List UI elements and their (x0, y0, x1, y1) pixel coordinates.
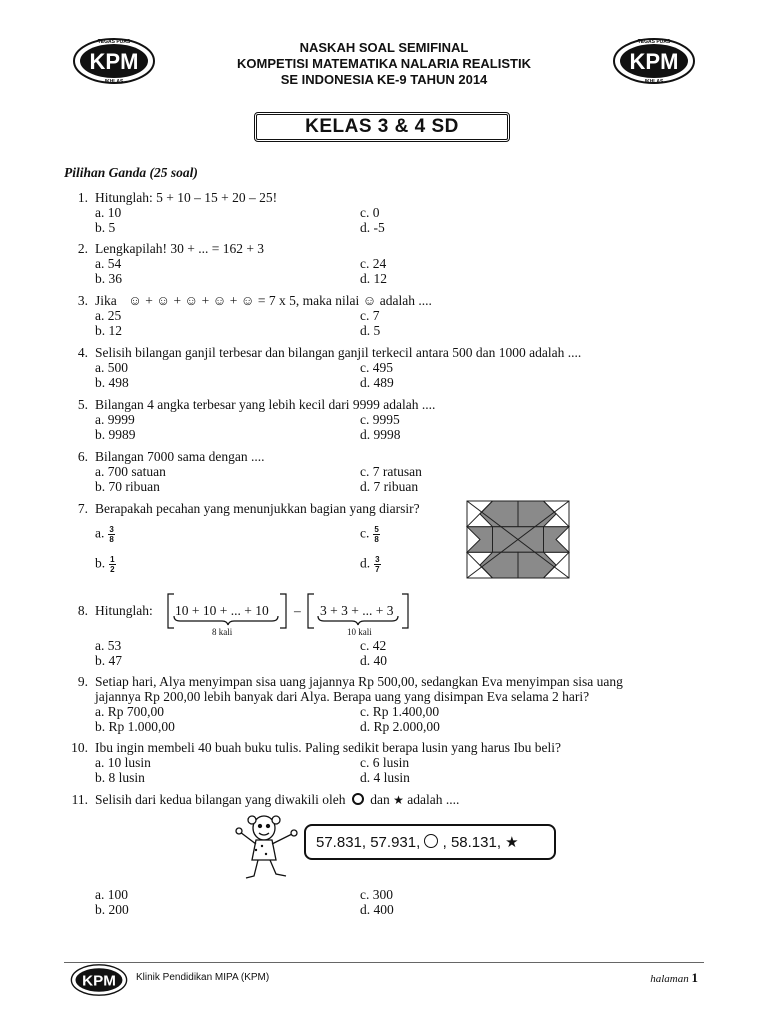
question-number: 3. (77, 293, 88, 308)
option-b: b. 12 (95, 323, 122, 338)
option-b: b. Rp 1.000,00 (95, 719, 175, 734)
footer-divider (64, 962, 704, 963)
question-text: Hitunglah: 5 + 10 – 15 + 20 – 25! (95, 190, 278, 205)
page-number: 1 (691, 970, 698, 985)
question-number: 8. (77, 603, 88, 618)
question-text-mid: dan (370, 792, 390, 807)
footer-institution: Klinik Pendidikan MIPA (KPM) (136, 972, 270, 983)
question-text (95, 293, 432, 309)
option-c: c. 42 (360, 638, 387, 653)
sequence-part-2: , 58.131, (442, 834, 501, 851)
kpm-logo-right (612, 36, 696, 86)
option-b: b. 47 (95, 653, 122, 668)
svg-text:TEGAS PUAS: TEGAS PUAS (97, 39, 131, 45)
option-b: b. 5 (95, 220, 116, 235)
bracket-figure (164, 592, 414, 632)
svg-text:IKHLAS: IKHLAS (104, 79, 124, 85)
option-d: d. $\frac{3}{7}$ (360, 555, 380, 574)
header-line-2: KOMPETISI MATEMATIKA NALARIA REALISTIK (237, 56, 531, 71)
option-c: c. 300 (360, 887, 393, 902)
cartoon-child-illustration (232, 810, 304, 882)
option-c: c. 24 (360, 256, 387, 271)
expression-2: 3 + 3 + ... + 3 (320, 603, 394, 618)
option-b: b. 8 lusin (95, 770, 145, 785)
question-text: Bilangan 4 angka terbesar yang lebih kecil dari 9999 adalah .... (95, 397, 436, 412)
svg-text:KPM: KPM (89, 49, 139, 74)
option-a: a. 54 (95, 256, 122, 271)
question-number: 10. (71, 740, 88, 755)
option-a: a. 10 (95, 205, 122, 220)
option-d: d. 9998 (360, 427, 401, 442)
option-d: d. 489 (360, 375, 394, 390)
option-c: c. Rp 1.400,00 (360, 704, 440, 719)
option-c: c. 6 lusin (360, 755, 410, 770)
question-number: 7. (77, 501, 88, 516)
option-b: b. 200 (95, 902, 129, 917)
option-a: a. 9999 (95, 412, 135, 427)
question-text: Lengkapilah! 30 + ... = 162 + 3 (95, 241, 265, 256)
option-a: a. 53 (95, 638, 122, 653)
minus-sign: – (294, 603, 301, 618)
option-a: a. 700 satuan (95, 464, 166, 479)
svg-text:KPM: KPM (629, 49, 679, 74)
option-c: c. 9995 (360, 412, 400, 427)
option-b: b. 9989 (95, 427, 136, 442)
question-text-pre: Jika (95, 293, 117, 308)
question-number: 2. (77, 241, 88, 256)
option-d: d. Rp 2.000,00 (360, 719, 440, 734)
header-line-3: SE INDONESIA KE-9 TAHUN 2014 (280, 72, 488, 87)
option-d: d. 4 lusin (360, 770, 410, 785)
option-b: b. $\frac{1}{2}$ (95, 555, 115, 574)
section-title: Pilihan Ganda (25 soal) (64, 165, 198, 180)
question-text: Setiap hari, Alya menyimpan sisa uang jajannya Rp 500,00, sedangkan Eva menyimpan sisa uang (95, 674, 623, 689)
option-b: b. 70 ribuan (95, 479, 160, 494)
option-d: d. 40 (360, 653, 387, 668)
question-number: 4. (77, 345, 88, 360)
option-d: d. 7 ribuan (360, 479, 419, 494)
option-b: b. 36 (95, 271, 122, 286)
star-icon: ★ (505, 833, 519, 851)
option-c: c. $\frac{5}{8}$ (360, 525, 379, 544)
option-a: a. 100 (95, 887, 128, 902)
option-c: c. 7 (360, 308, 380, 323)
question-number: 1. (77, 190, 88, 205)
circle-icon (352, 793, 364, 805)
shaded-grid-figure (466, 500, 570, 580)
option-c: c. 0 (360, 205, 380, 220)
option-a: a. 10 lusin (95, 755, 151, 770)
question-text (95, 792, 459, 809)
option-b: b. 498 (95, 375, 129, 390)
option-d: d. 12 (360, 271, 387, 286)
option-d: d. -5 (360, 220, 385, 235)
question-text-line-2: jajannya Rp 200,00 lebih banyak dari Alya. Berapa uang yang disimpan Eva selama 2 hari? (95, 689, 590, 704)
question-number: 6. (77, 449, 88, 464)
brace-label-1: 8 kali (212, 627, 233, 637)
footer-page (650, 970, 698, 986)
brace-label-2: 10 kali (347, 627, 372, 637)
question-text: Berapakah pecahan yang menunjukkan bagian yang diarsir? (95, 501, 420, 516)
page-label: halaman (650, 973, 689, 985)
question-number: 11. (71, 792, 88, 807)
question-text: Bilangan 7000 sama dengan .... (95, 449, 265, 464)
option-a: a. $\frac{3}{8}$ (95, 525, 114, 544)
question-number: 9. (77, 674, 88, 689)
option-d: d. 5 (360, 323, 381, 338)
svg-text:TEGAS PUAS: TEGAS PUAS (637, 39, 671, 45)
question-text-main: + ☺ + ☺ + ☺ + ☺ = 7 x 5, maka nilai ☺ adalah .... (145, 293, 432, 308)
question-text-pre: Selisih dari kedua bilangan yang diwakili oleh (95, 792, 346, 807)
option-a: a. 25 (95, 308, 122, 323)
option-d: d. 400 (360, 902, 394, 917)
smiley-icon: ☺ (128, 293, 142, 308)
svg-text:IKHLAS: IKHLAS (644, 79, 664, 85)
option-a: a. 500 (95, 360, 128, 375)
header-line-1: NASKAH SOAL SEMIFINAL (299, 40, 469, 55)
number-sequence-box (304, 824, 556, 860)
circle-icon (424, 834, 438, 848)
kpm-logo-footer (70, 962, 128, 998)
option-c: c. 7 ratusan (360, 464, 422, 479)
question-text: Hitunglah: (95, 603, 153, 618)
expression-1: 10 + 10 + ... + 10 (175, 603, 269, 618)
kpm-logo-left (72, 36, 156, 86)
kelas-title: KELAS 3 & 4 SD (254, 112, 510, 142)
question-text: Ibu ingin membeli 40 buah buku tulis. Paling sedikit berapa lusin yang harus Ibu beli? (95, 740, 562, 755)
question-text-post: adalah .... (407, 792, 460, 807)
option-c: c. 495 (360, 360, 393, 375)
star-icon: ★ (393, 793, 404, 807)
option-a: a. Rp 700,00 (95, 704, 164, 719)
sequence-part-1: 57.831, 57.931, (316, 834, 421, 851)
svg-text:KPM: KPM (82, 972, 116, 990)
question-number: 5. (77, 397, 88, 412)
question-text: Selisih bilangan ganjil terbesar dan bilangan ganjil terkecil antara 500 dan 1000 adalah .... (95, 345, 582, 360)
